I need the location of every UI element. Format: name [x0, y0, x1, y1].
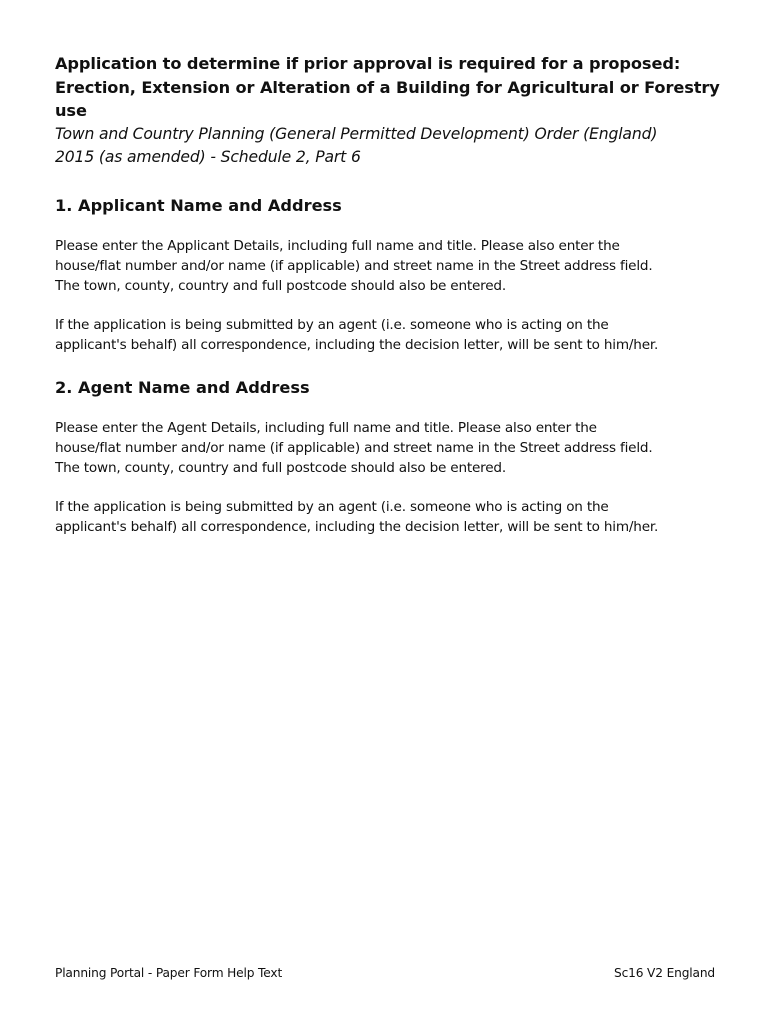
paragraph-line: The town, county, country and full postcode should also be entered.	[55, 277, 506, 294]
paragraph-line: The town, county, country and full postcode should also be entered.	[55, 459, 506, 476]
document-page	[55, 52, 725, 537]
section-body-agent	[55, 418, 725, 537]
paragraph-line: If the application is being submitted by an agent (i.e. someone who is acting on the	[55, 498, 609, 515]
document-title	[55, 52, 725, 123]
paragraph-line: If the application is being submitted by an agent (i.e. someone who is acting on the	[55, 316, 609, 333]
paragraph-line: house/flat number and/or name (if applicable) and street name in the Street address field.	[55, 257, 653, 274]
section-applicant	[55, 195, 725, 355]
footer-form-code: Sc16 V2 England	[613, 966, 715, 980]
paragraph-agent-note	[55, 497, 725, 537]
title-line: use	[55, 101, 87, 120]
paragraph-applicant-details	[55, 236, 725, 296]
title-line: Erection, Extension or Alteration of a Building for Agricultural or Forestry	[55, 77, 720, 97]
paragraph-line: Please enter the Applicant Details, including full name and title. Please also enter the	[55, 237, 620, 254]
subtitle-line: Town and Country Planning (General Permitted Development) Order (England)	[55, 124, 658, 143]
footer-source: Planning Portal - Paper Form Help Text	[55, 966, 283, 980]
paragraph-line: applicant's behalf) all correspondence, including the decision letter, will be sent to him/her.	[55, 336, 659, 353]
paragraph-line: Please enter the Agent Details, including full name and title. Please also enter the	[55, 419, 597, 436]
paragraph-agent-details	[55, 418, 725, 478]
title-line: Application to determine if prior approval is required for a proposed:	[55, 54, 681, 73]
section-agent	[55, 377, 725, 537]
document-subtitle	[55, 123, 725, 170]
paragraph-line: house/flat number and/or name (if applicable) and street name in the Street address field.	[55, 439, 653, 456]
section-heading-applicant: 1. Applicant Name and Address	[55, 195, 342, 215]
section-body-applicant	[55, 236, 725, 355]
paragraph-line: applicant's behalf) all correspondence, including the decision letter, will be sent to him/her.	[55, 518, 659, 535]
paragraph-agent-note	[55, 315, 725, 355]
section-heading-agent: 2. Agent Name and Address	[55, 377, 310, 397]
subtitle-line: 2015 (as amended) - Schedule 2, Part 6	[55, 148, 361, 166]
